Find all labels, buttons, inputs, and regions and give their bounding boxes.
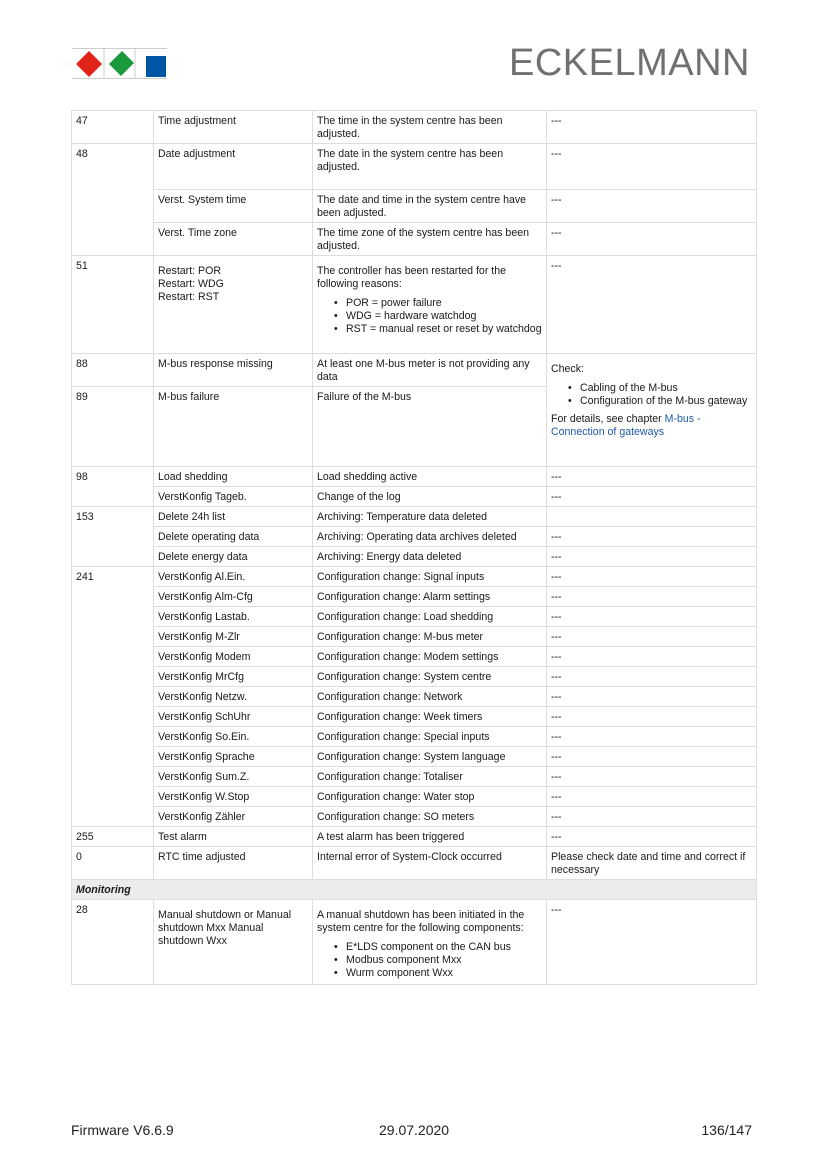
event-name [154,256,313,354]
event-name: Test alarm [154,827,313,847]
event-action: --- [547,767,757,787]
event-action [547,507,757,527]
event-action: --- [547,627,757,647]
description-text: The controller has been restarted for the following reasons: [317,265,507,290]
event-description: Configuration change: System language [313,747,547,767]
event-description: Configuration change: Signal inputs [313,567,547,587]
logo-red-diamond [76,51,102,77]
list-item: • E*LDS component on the CAN bus [317,941,542,954]
event-description: Change of the log [313,487,547,507]
event-action: --- [547,467,757,487]
table-row [72,807,757,827]
description-text: A manual shutdown has been initiated in the system centre for the following components: [317,909,525,934]
event-description: Failure of the M-bus [313,387,547,467]
restart-wdg: Restart: WDG [158,278,224,290]
event-description: Configuration change: Water stop [313,787,547,807]
details-note [551,413,752,439]
event-action: --- [547,787,757,807]
event-action: --- [547,647,757,667]
event-action: --- [547,727,757,747]
event-action: Please check date and time and correct if necessary [547,847,757,880]
event-name: VerstKonfig SchUhr [154,707,313,727]
event-name: Delete 24h list [154,507,313,527]
event-name: VerstKonfig Lastab. [154,607,313,627]
table-row [72,667,757,687]
event-name: M-bus response missing [154,354,313,387]
table-row [72,527,757,547]
event-description: At least one M-bus meter is not providing any data [313,354,547,387]
event-description: Configuration change: Special inputs [313,727,547,747]
event-number: 51 [72,256,154,354]
event-action: --- [547,827,757,847]
event-description [313,256,547,354]
event-name: VerstKonfig Alm-Cfg [154,587,313,607]
section-row [72,880,757,900]
event-name: RTC time adjusted [154,847,313,880]
list-item: • Configuration of the M-bus gateway [551,395,752,408]
event-action: --- [547,223,757,256]
event-name: VerstKonfig Zähler [154,807,313,827]
event-description: The time in the system centre has been adjusted. [313,111,547,144]
event-description: Configuration change: M-bus meter [313,627,547,647]
event-description: A test alarm has been triggered [313,827,547,847]
table-row [72,256,757,354]
event-number: 0 [72,847,154,880]
event-description: Configuration change: Week timers [313,707,547,727]
event-number: 47 [72,111,154,144]
eckelmann-logo [72,48,167,79]
restart-rst: Restart: RST [158,291,220,303]
component-list [317,941,542,980]
event-number: 241 [72,567,154,827]
event-name: Time adjustment [154,111,313,144]
event-action: --- [547,607,757,627]
list-item: • Modbus component Mxx [317,954,542,967]
event-name: M-bus failure [154,387,313,467]
restart-por: Restart: POR [158,265,221,277]
table-row [72,467,757,487]
event-number: 28 [72,900,154,985]
table-row [72,144,757,190]
table-row [72,547,757,567]
event-action: --- [547,667,757,687]
check-intro: Check: [551,363,584,375]
table-row [72,827,757,847]
list-item: • WDG = hardware watchdog [317,310,542,323]
event-number: 48 [72,144,154,256]
table-row [72,607,757,627]
event-number: 153 [72,507,154,567]
event-description: Archiving: Operating data archives deleted [313,527,547,547]
event-description: Configuration change: Alarm settings [313,587,547,607]
table-row [72,507,757,527]
table-row [72,687,757,707]
list-item: • RST = manual reset or reset by watchdog [317,323,542,336]
event-name: VerstKonfig Sum.Z. [154,767,313,787]
list-item: • Cabling of the M-bus [551,382,752,395]
event-description: Configuration change: Totaliser [313,767,547,787]
event-name: Verst. Time zone [154,223,313,256]
event-action: --- [547,527,757,547]
event-action: --- [547,687,757,707]
logo-green-diamond [109,51,134,76]
event-description: Archiving: Temperature data deleted [313,507,547,527]
event-description [313,900,547,985]
table-row [72,567,757,587]
event-action: --- [547,144,757,190]
footer-page-number: 136/147 [701,1122,752,1138]
check-list [551,382,752,408]
table-row [72,847,757,880]
event-action: --- [547,587,757,607]
event-number: 88 [72,354,154,387]
event-action: --- [547,256,757,354]
table-row [72,707,757,727]
table-row [72,747,757,767]
event-action [547,354,757,467]
table-row [72,787,757,807]
event-description: Archiving: Energy data deleted [313,547,547,567]
table-row [72,767,757,787]
event-description: The date and time in the system centre have been adjusted. [313,190,547,223]
event-description: Configuration change: Network [313,687,547,707]
event-description: Configuration change: Modem settings [313,647,547,667]
footer-firmware: Firmware V6.6.9 [71,1122,174,1138]
event-description: The time zone of the system centre has been adjusted. [313,223,547,256]
event-name: Verst. System time [154,190,313,223]
event-name: VerstKonfig Al.Ein. [154,567,313,587]
event-name: Load shedding [154,467,313,487]
event-action: --- [547,487,757,507]
table-row [72,900,757,985]
event-table [71,110,757,985]
event-action: --- [547,547,757,567]
event-name: VerstKonfig Netzw. [154,687,313,707]
event-name: Delete operating data [154,527,313,547]
chapter-link[interactable]: M-bus - Connection of gateways [551,413,701,438]
table-row [72,354,757,387]
event-action: --- [547,190,757,223]
list-item: • Wurm component Wxx [317,967,542,980]
event-name: VerstKonfig Modem [154,647,313,667]
event-name: VerstKonfig MrCfg [154,667,313,687]
event-name: VerstKonfig Sprache [154,747,313,767]
event-action: --- [547,900,757,985]
details-prefix: For details, see chapter [551,413,665,425]
table-row [72,587,757,607]
list-item: • POR = power failure [317,297,542,310]
event-description: The date in the system centre has been adjusted. [313,144,547,190]
table-row [72,627,757,647]
event-number: 255 [72,827,154,847]
event-action: --- [547,707,757,727]
event-action: --- [547,807,757,827]
brand-name: ECKELMANN [509,42,750,84]
event-description: Configuration change: SO meters [313,807,547,827]
table-row [72,111,757,144]
event-name: VerstKonfig So.Ein. [154,727,313,747]
event-description: Configuration change: System centre [313,667,547,687]
event-action: --- [547,747,757,767]
event-name: Manual shutdown or Manual shutdown Mxx Manual shutdown Wxx [154,900,313,985]
event-description: Load shedding active [313,467,547,487]
table-row [72,190,757,223]
event-number: 89 [72,387,154,467]
event-description: Internal error of System-Clock occurred [313,847,547,880]
reason-list [317,297,542,336]
table-row [72,727,757,747]
table-row [72,487,757,507]
event-action: --- [547,567,757,587]
event-action: --- [547,111,757,144]
table-row [72,647,757,667]
event-description: Configuration change: Load shedding [313,607,547,627]
event-number: 98 [72,467,154,507]
logo-blue-square [146,56,166,77]
event-name: VerstKonfig W.Stop [154,787,313,807]
table-row [72,223,757,256]
footer-date: 29.07.2020 [379,1122,450,1138]
event-name: Delete energy data [154,547,313,567]
event-name: Date adjustment [154,144,313,190]
event-name: VerstKonfig Tageb. [154,487,313,507]
event-name: VerstKonfig M-Zlr [154,627,313,647]
section-heading-monitoring: Monitoring [72,880,757,900]
